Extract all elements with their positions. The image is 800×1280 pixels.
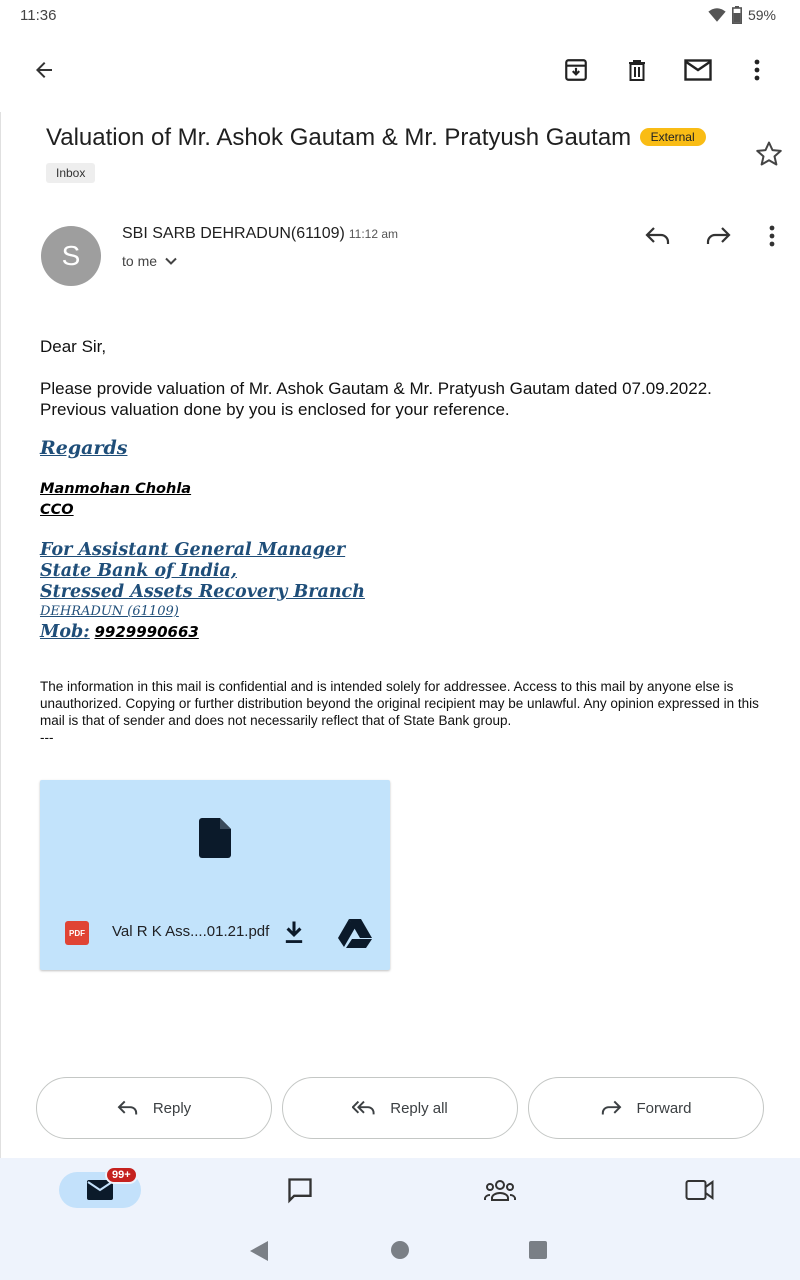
reply-icon xyxy=(117,1099,139,1117)
status-time: 11:36 xyxy=(20,7,57,24)
email-body xyxy=(40,336,760,746)
header-more-button[interactable] xyxy=(752,218,792,254)
signer-name: Manmohan Chohla xyxy=(40,481,192,497)
regards-text: Regards xyxy=(40,437,128,459)
sender-line xyxy=(122,225,398,243)
archive-button[interactable] xyxy=(552,40,600,100)
reply-all-label: Reply all xyxy=(390,1099,448,1117)
star-button[interactable] xyxy=(754,139,784,174)
battery-icon xyxy=(732,6,742,24)
mobile-number[interactable]: 9929990663 xyxy=(94,623,199,641)
sent-time: 11:12 am xyxy=(348,227,399,241)
mail-icon xyxy=(684,59,712,81)
download-button[interactable] xyxy=(280,918,308,951)
nav-spaces-tab[interactable] xyxy=(459,1172,541,1208)
chat-icon xyxy=(286,1176,314,1204)
battery-level: 59% xyxy=(747,7,776,23)
attachment-filename: Val R K Ass....01.21.pdf xyxy=(112,923,270,940)
square-recents-icon xyxy=(528,1240,548,1260)
mark-unread-button[interactable] xyxy=(674,40,722,100)
recipient-label: to me xyxy=(122,253,158,269)
drive-icon xyxy=(338,918,372,948)
separator-text: --- xyxy=(40,730,54,745)
header-forward-button[interactable] xyxy=(698,218,738,254)
top-toolbar xyxy=(0,40,800,100)
people-icon xyxy=(484,1178,516,1202)
more-vert-icon xyxy=(754,59,760,81)
system-recents-button[interactable] xyxy=(528,1240,548,1265)
more-vert-icon xyxy=(769,225,775,247)
status-indicators xyxy=(708,6,776,24)
video-icon xyxy=(685,1179,715,1201)
nav-meet-tab[interactable] xyxy=(659,1172,741,1208)
signature-org-4: DEHRADUN (61109) xyxy=(40,604,179,619)
external-chip: External xyxy=(640,128,706,146)
reply-button[interactable] xyxy=(36,1077,272,1139)
star-icon xyxy=(754,139,784,169)
archive-icon xyxy=(563,57,589,83)
subject-row xyxy=(46,124,746,152)
reply-icon xyxy=(645,225,671,247)
signature-org-1: For Assistant General Manager xyxy=(40,540,346,560)
body-line-2: Previous valuation done by you is enclosed for your reference. xyxy=(40,400,510,419)
save-to-drive-button[interactable] xyxy=(338,918,372,953)
chevron-down-icon xyxy=(165,257,177,265)
status-bar xyxy=(0,0,800,32)
signature-org-3: Stressed Assets Recovery Branch xyxy=(40,582,365,602)
disclaimer-text: The information in this mail is confidential and is intended solely for addressee. Access to this mail by anyone else is unauthorized. Copying or further distribution beyond the original recipient may be unlawful. Any opinion expressed in this mail is that of sender and does not necessarily reflect that of State Bank group. xyxy=(40,679,759,728)
forward-button[interactable] xyxy=(528,1077,764,1139)
email-subject: Valuation of Mr. Ashok Gautam & Mr. Pratyush Gautam xyxy=(46,124,632,151)
reply-all-button[interactable] xyxy=(282,1077,518,1139)
reply-all-icon xyxy=(352,1099,376,1117)
forward-icon xyxy=(705,225,731,247)
triangle-back-icon xyxy=(248,1240,270,1262)
recipient-toggle[interactable] xyxy=(122,253,177,269)
back-button[interactable] xyxy=(20,40,68,100)
nav-chat-tab[interactable] xyxy=(259,1172,341,1208)
wifi-icon xyxy=(708,7,726,23)
content-border xyxy=(0,112,1,1158)
forward-icon xyxy=(600,1099,622,1117)
body-line-1: Please provide valuation of Mr. Ashok Gautam & Mr. Pratyush Gautam dated 07.09.2022. xyxy=(40,379,712,398)
pdf-file-icon: PDF xyxy=(65,921,89,945)
greeting: Dear Sir, xyxy=(40,337,107,356)
circle-home-icon xyxy=(390,1240,410,1260)
signer-title: CCO xyxy=(40,502,74,518)
forward-label: Forward xyxy=(636,1099,692,1117)
mobile-label: Mob: xyxy=(40,622,90,642)
unread-count-badge: 99+ xyxy=(105,1166,138,1184)
sender-name[interactable]: SBI SARB DEHRADUN(61109) xyxy=(122,225,345,242)
system-back-button[interactable] xyxy=(248,1240,270,1267)
delete-button[interactable] xyxy=(613,40,661,100)
trash-icon xyxy=(625,57,649,83)
reply-label: Reply xyxy=(152,1099,192,1117)
arrow-left-icon xyxy=(32,58,56,82)
attachment-card[interactable] xyxy=(40,780,390,970)
nav-mail-tab[interactable] xyxy=(59,1169,141,1208)
sender-avatar[interactable]: S xyxy=(41,226,101,286)
file-icon xyxy=(199,818,231,858)
signature-org-2: State Bank of India, xyxy=(40,561,237,581)
download-icon xyxy=(280,918,308,946)
inbox-label-chip[interactable]: Inbox xyxy=(46,163,95,183)
header-reply-button[interactable] xyxy=(638,218,678,254)
system-home-button[interactable] xyxy=(390,1240,410,1265)
more-options-button[interactable] xyxy=(733,40,781,100)
